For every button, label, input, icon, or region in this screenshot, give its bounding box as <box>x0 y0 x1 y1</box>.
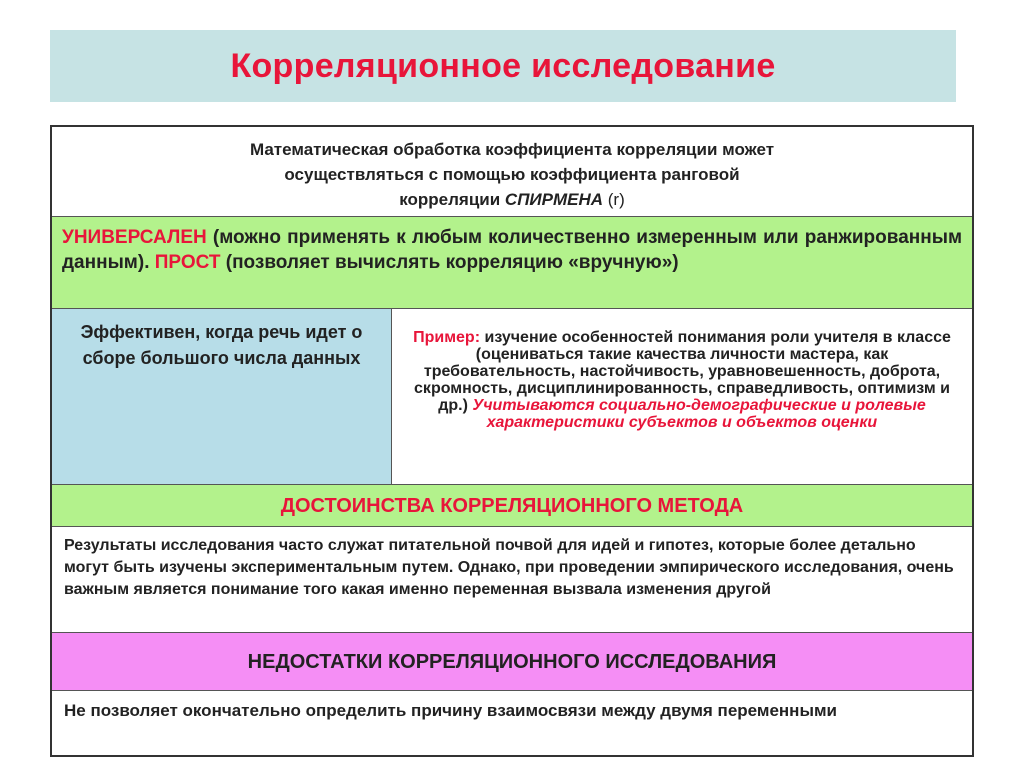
simple-label: ПРОСТ <box>154 252 221 273</box>
example-label: Пример: <box>413 329 481 346</box>
universal-row <box>52 217 972 309</box>
example-cell <box>392 309 972 484</box>
example-note: Учитываются социально-демографические и ролевые характеристики субъектов и объектов оценки <box>472 397 926 431</box>
title-banner <box>50 30 956 102</box>
content-table <box>50 125 974 757</box>
intro-line-3-post: (r) <box>603 190 625 209</box>
universal-text: (можно применять к любым количественно измеренным или ранжированным данным). <box>62 227 962 273</box>
universal-label: УНИВЕРСАЛЕН <box>62 227 207 248</box>
intro-line-3 <box>52 187 972 212</box>
page-title: Корреляционное исследование <box>230 46 776 85</box>
advantages-text: Результаты исследования часто служат питательной почвой для идей и гипотез, которые более детально могут быть изучены экспериментальным путем. Однако, при проведении эмпирического исследования, очень важным является понимание того какая именно переменная вызвала изменения другой <box>52 527 972 633</box>
spearman-name: СПИРМЕНА <box>504 190 604 209</box>
intro-line-1: Математическая обработка коэффициента корреляции может <box>249 140 775 159</box>
effective-cell: Эффективен, когда речь идет о сборе большого числа данных <box>52 309 392 484</box>
intro-line-2: осуществляться с помощью коэффициента ранговой <box>284 165 740 184</box>
intro-row <box>52 127 972 217</box>
effective-row <box>52 309 972 485</box>
disadvantages-heading: НЕДОСТАТКИ КОРРЕЛЯЦИОННОГО ИССЛЕДОВАНИЯ <box>52 633 972 691</box>
advantages-heading: ДОСТОИНСТВА КОРРЕЛЯЦИОННОГО МЕТОДА <box>52 485 972 527</box>
example-text: изучение особенностей понимания роли учителя в классе (оцениваться такие качества личности мастера, как требовательность, настойчивость, уравновешенность, доброта, скромность, дисциплинированность, справедливость, оптимизм и др.) <box>414 329 951 414</box>
simple-text: (позволяет вычислять корреляцию «вручную») <box>220 252 679 273</box>
intro-line-3-pre: корреляции <box>399 190 505 209</box>
disadvantages-text: Не позволяет окончательно определить причину взаимосвязи между двумя переменными <box>52 691 972 755</box>
